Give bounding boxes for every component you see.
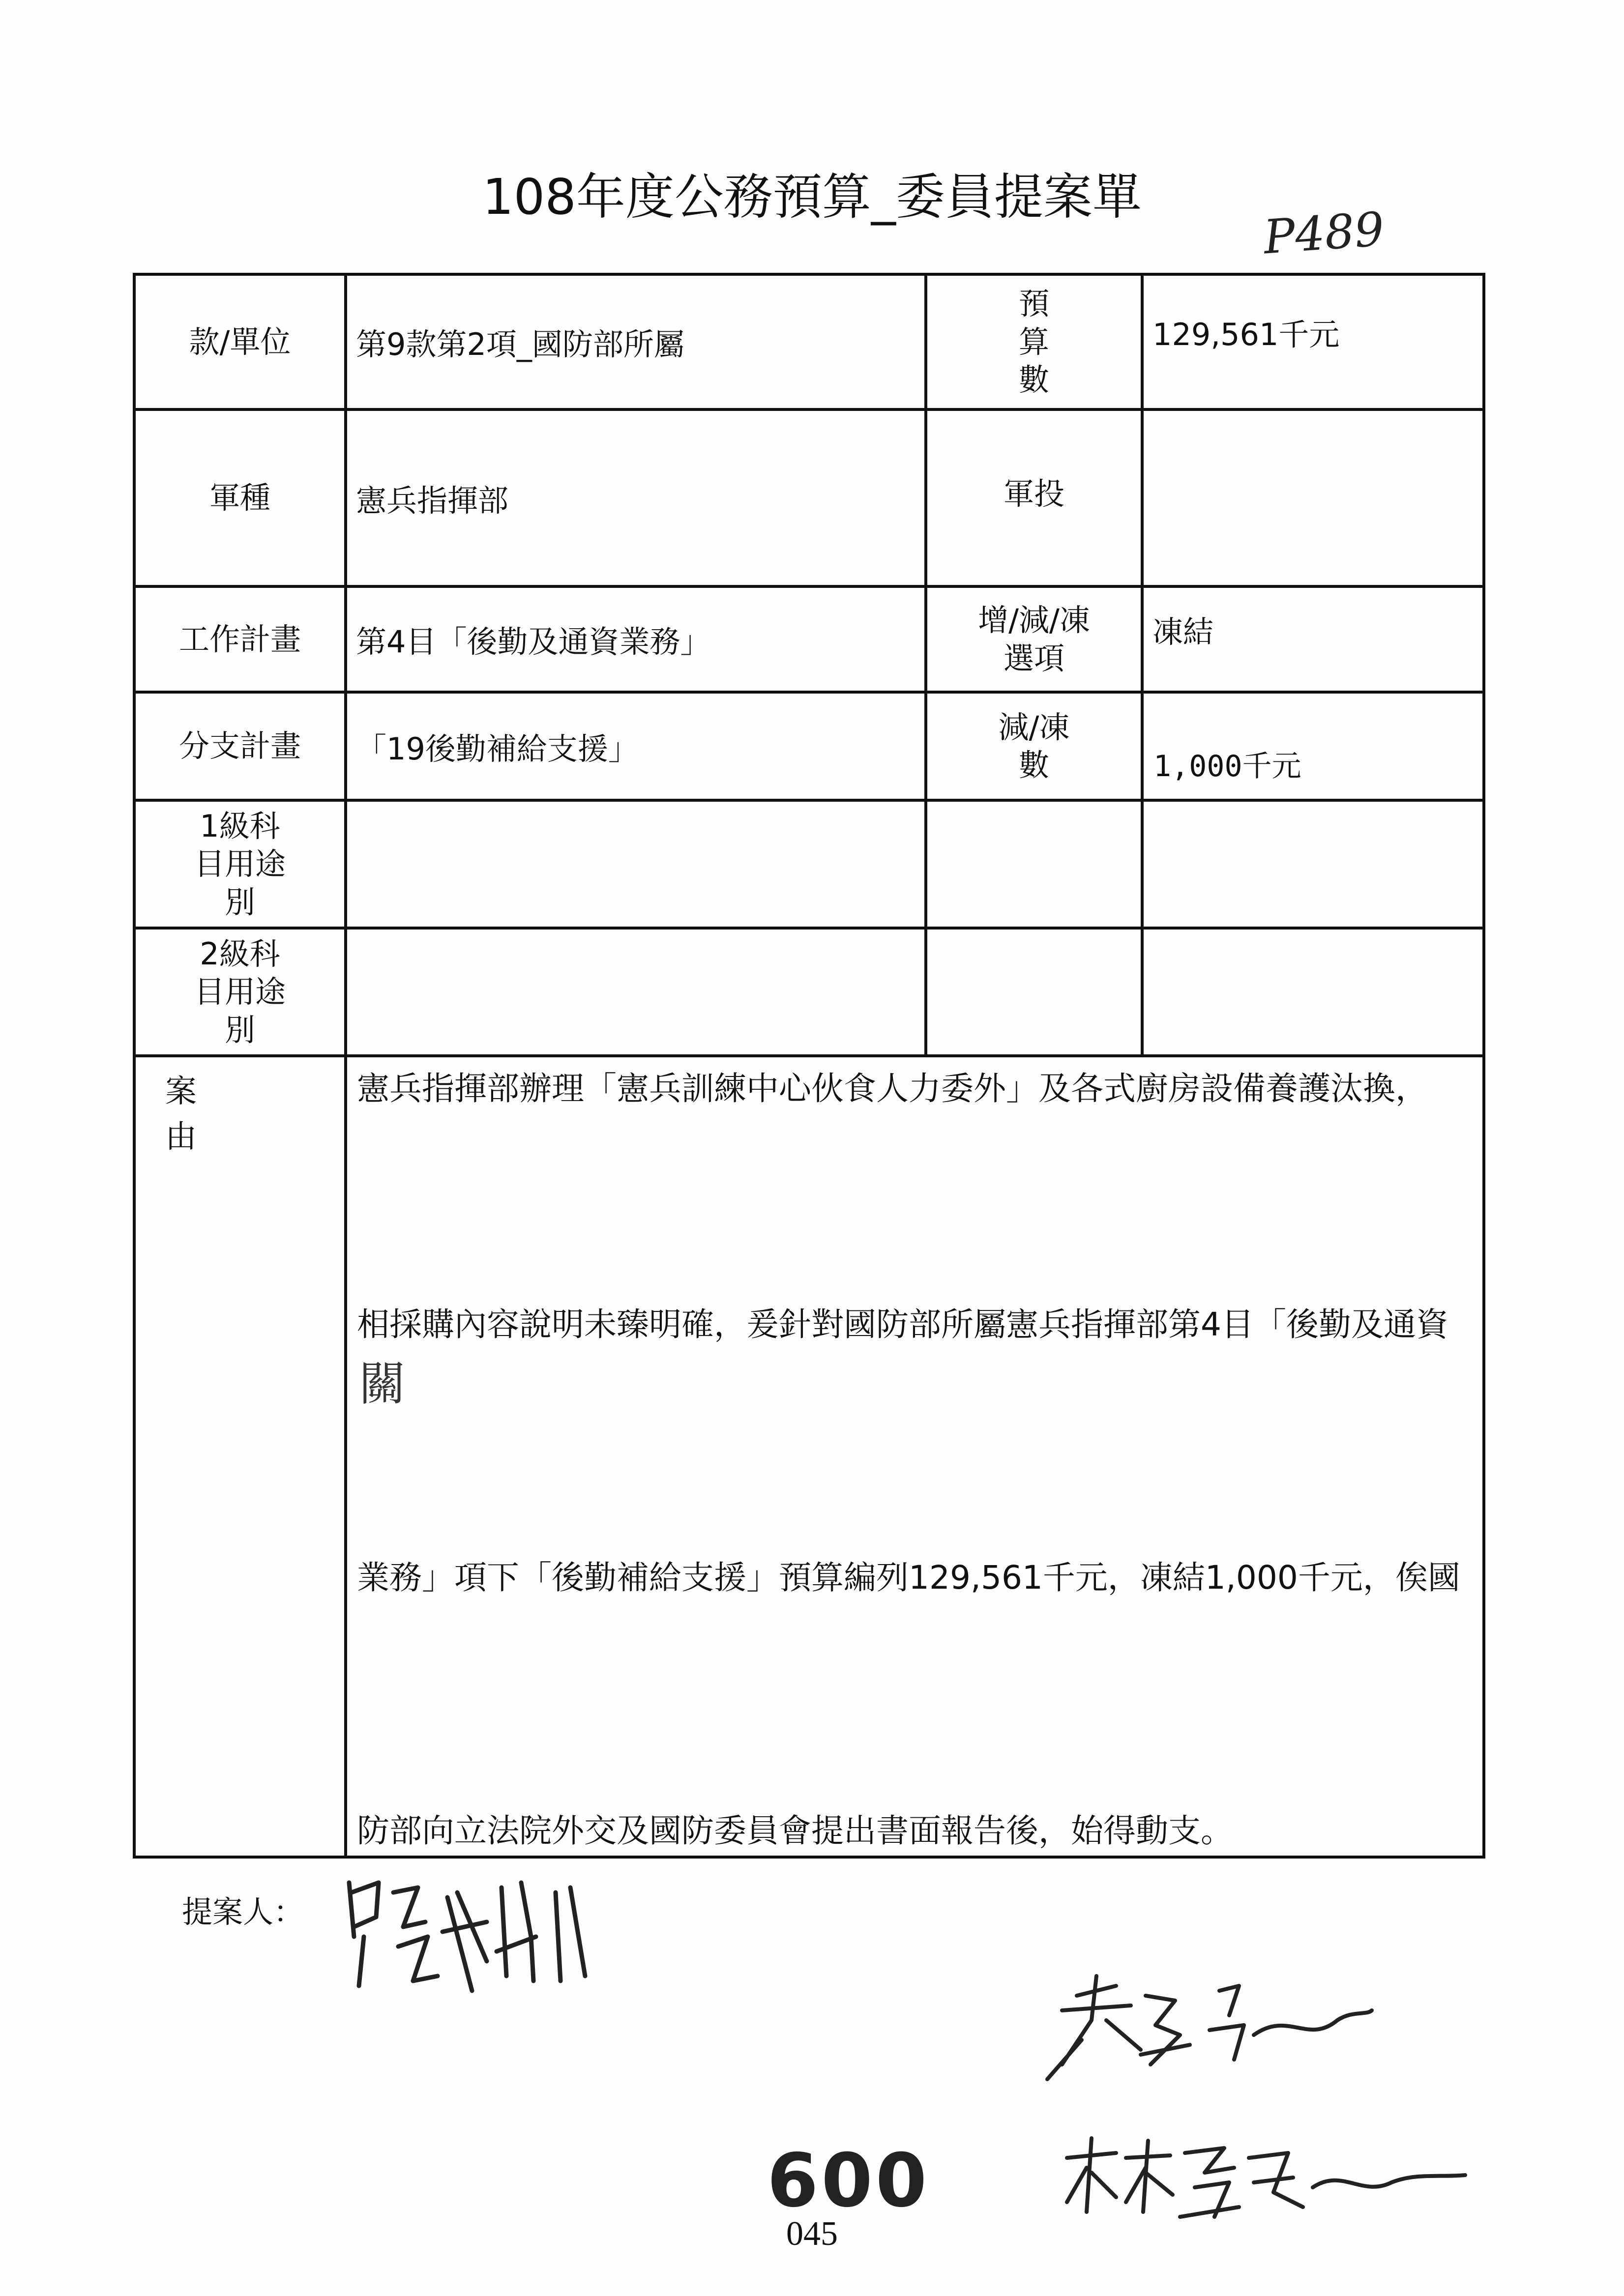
level1-label-text: 1級科目用途別 [194,808,286,920]
co-signer-signature-2 [1057,2128,1470,2227]
reduce-freeze-label [926,692,1142,800]
handwritten-margin-correction: 關 [359,1357,406,1411]
handwritten-page-reference: P489 [1262,202,1386,265]
work-plan-label: 工作計畫 [134,586,346,692]
reason-label: 案由 [134,1056,346,1857]
row-branch [134,409,1484,586]
branch-label: 軍種 [134,409,346,586]
proposer-label: 提案人： [182,1894,304,1930]
budget-amount-label [926,274,1142,409]
reason-line-3: 業務」項下「後勤補給支援」預算編列129,561千元，凍結1,000千元，俟國 [357,1559,1460,1597]
row-level1 [134,800,1484,928]
row-sub-plan [134,692,1484,800]
row-section [134,274,1484,409]
level2-value [346,928,926,1056]
option-label-text: 增/減/凍選項 [978,602,1090,676]
row-work-plan [134,586,1484,692]
handwritten-total: 600 [767,2138,930,2224]
branch-value: 憲兵指揮部 [346,409,926,586]
reason-line-2: 相採購內容說明未臻明確，爰針對國防部所屬憲兵指揮部第4目「後勤及通資 [357,1306,1448,1343]
level1-empty-b [1142,800,1484,928]
level2-label-text: 2級科目用途別 [194,935,286,1048]
level1-value [346,800,926,928]
budget-amount-value: 129,561千元 [1142,274,1484,409]
proposal-table [133,273,1485,1859]
reason-body [346,1056,1484,1857]
level1-empty-a [926,800,1142,928]
option-value: 凍結 [1142,586,1484,692]
sub-plan-label: 分支計畫 [134,692,346,800]
row-level2 [134,928,1484,1056]
section-label: 款/單位 [134,274,346,409]
military-investment-label: 軍投 [926,409,1142,586]
level2-label [134,928,346,1056]
page-number: 045 [786,2215,838,2253]
level2-empty-b [1142,928,1484,1056]
section-value: 第9款第2項_國防部所屬 [346,274,926,409]
proposer-signature [339,1863,595,2010]
reason-line-1: 憲兵指揮部辦理「憲兵訓練中心伙食人力委外」及各式廚房設備養護汰換， [357,1070,1428,1107]
level1-label [134,800,346,928]
reduce-freeze-label-text: 減/凍數 [998,709,1070,783]
level2-empty-a [926,928,1142,1056]
work-plan-value: 第4目「後勤及通資業務」 [346,586,926,692]
row-reason [134,1056,1484,1857]
option-label [926,586,1142,692]
sub-plan-value: 「19後勤補給支援」 [346,692,926,800]
military-investment-value [1142,409,1484,586]
reason-line-4: 防部向立法院外交及國防委員會提出書面報告後，始得動支。 [357,1812,1233,1850]
reduce-freeze-value: 1,000千元 [1142,692,1484,800]
document-title: 108年度公務預算_委員提案單 [482,168,1142,226]
budget-amount-label-text: 預算數 [1018,286,1049,398]
co-signer-signature-1 [1033,1966,1377,2094]
